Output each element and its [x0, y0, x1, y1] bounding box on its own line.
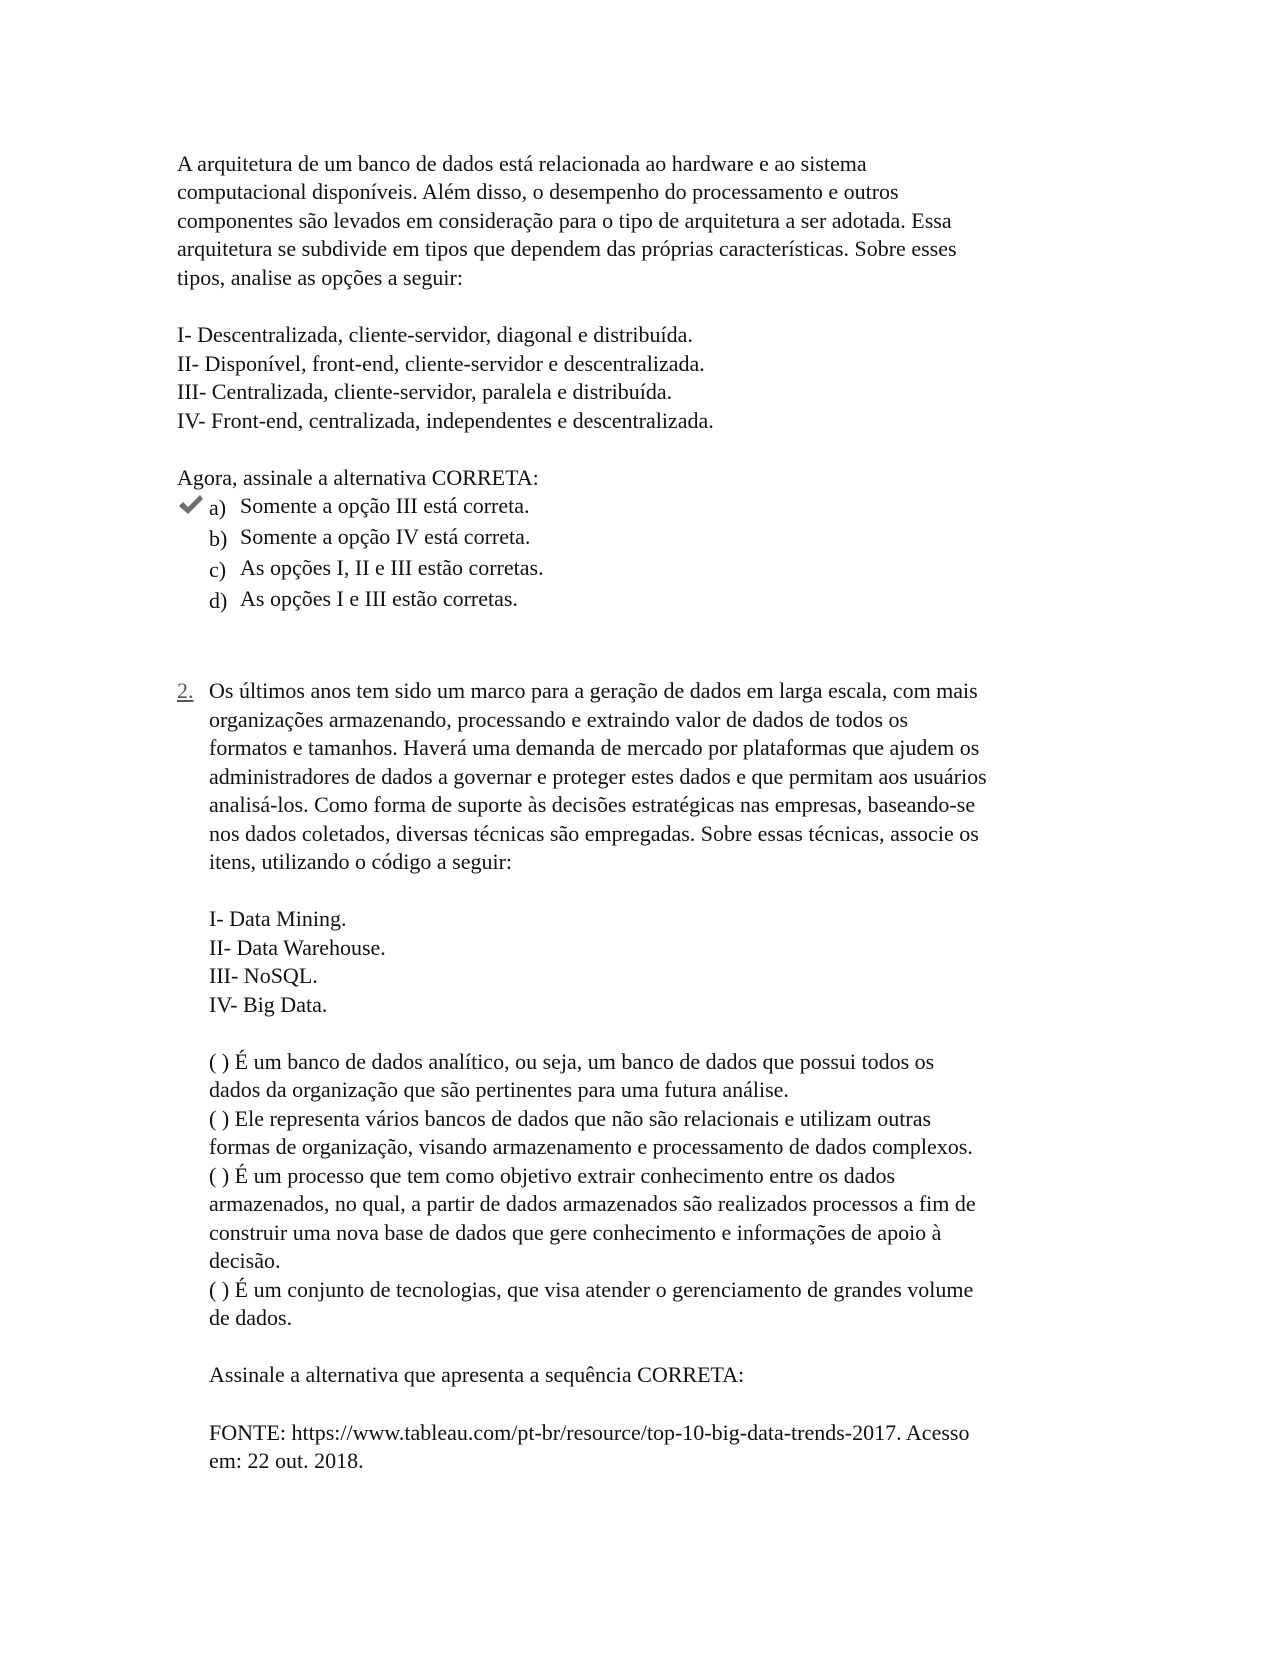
q2-statement-line: nos dados coletados, diversas técnicas são empregadas. Sobre essas técnicas, associe os	[209, 821, 979, 846]
q2-association-line: ( ) É um conjunto de tecnologias, que visa atender o gerenciamento de grandes volume	[209, 1277, 974, 1302]
q2-association-line: armazenados, no qual, a partir de dados armazenados são realizados processos a fim de	[209, 1191, 976, 1216]
q1-item: III- Centralizada, cliente-servidor, paralela e distribuída.	[177, 379, 673, 404]
q1-statement-line: computacional disponíveis. Além disso, o desempenho do processamento e outros	[177, 179, 899, 204]
option-letter: c)	[209, 557, 227, 582]
q2-association-line: ( ) Ele representa vários bancos de dados que não são relacionais e utilizam outras	[209, 1106, 932, 1131]
q2-association-line: de dados.	[209, 1305, 293, 1330]
q2-prompt: Assinale a alternativa que apresenta a sequência CORRETA:	[209, 1362, 745, 1387]
q2-association-line: decisão.	[209, 1248, 281, 1273]
q1-statement-line: A arquitetura de um banco de dados está relacionada ao hardware e ao sistema	[177, 151, 867, 176]
checkmark-icon	[178, 494, 204, 516]
q2-number[interactable]: 2.	[177, 678, 194, 703]
q2-association-line: construir uma nova base de dados que gere conhecimento e informações de apoio à	[209, 1220, 942, 1245]
q2-statement-line: itens, utilizando o código a seguir:	[209, 849, 513, 874]
q1-statement-line: componentes são levados em consideração para o tipo de arquitetura a ser adotada. Essa	[177, 208, 952, 233]
option-text: Somente a opção III está correta.	[240, 493, 530, 518]
q2-item: I- Data Mining.	[209, 906, 347, 931]
q2-association-line: ( ) É um banco de dados analítico, ou seja, um banco de dados que possui todos os	[209, 1049, 935, 1074]
q2-source-line: FONTE: https://www.tableau.com/pt-br/resource/top-10-big-data-trends-2017. Acesso	[209, 1420, 970, 1445]
option-text: As opções I e III estão corretas.	[240, 586, 518, 611]
option-text: Somente a opção IV está correta.	[240, 524, 531, 549]
option-text: As opções I, II e III estão corretas.	[240, 555, 544, 580]
q2-statement-line: administradores de dados a governar e proteger estes dados e que permitam aos usuários	[209, 764, 987, 789]
q2-source-line: em: 22 out. 2018.	[209, 1448, 364, 1473]
q2-association-line: dados da organização que são pertinentes para uma futura análise.	[209, 1077, 789, 1102]
q2-item: IV- Big Data.	[209, 992, 328, 1017]
q2-statement-line: formatos e tamanhos. Haverá uma demanda de mercado por plataformas que ajudem os	[209, 735, 980, 760]
q1-item: IV- Front-end, centralizada, independentes e descentralizada.	[177, 408, 714, 433]
q2-statement-line: Os últimos anos tem sido um marco para a geração de dados em larga escala, com mais	[209, 678, 978, 703]
q2-statement-line: analisá-los. Como forma de suporte às decisões estratégicas nas empresas, baseando-se	[209, 792, 976, 817]
option-letter: a)	[209, 495, 227, 520]
q1-item: II- Disponível, front-end, cliente-servidor e descentralizada.	[177, 351, 705, 376]
q2-association-line: ( ) É um processo que tem como objetivo extrair conhecimento entre os dados	[209, 1163, 896, 1188]
q1-statement-line: tipos, analise as opções a seguir:	[177, 265, 463, 290]
option-letter: b)	[209, 526, 228, 551]
q2-item: II- Data Warehouse.	[209, 935, 386, 960]
q1-prompt: Agora, assinale a alternativa CORRETA:	[177, 465, 539, 490]
q2-association-line: formas de organização, visando armazenamento e processamento de dados complexos.	[209, 1134, 973, 1159]
q1-statement-line: arquitetura se subdivide em tipos que dependem das próprias características. Sobre esses	[177, 236, 957, 261]
q2-statement-line: organizações armazenando, processando e extraindo valor de dados de todos os	[209, 707, 909, 732]
option-letter: d)	[209, 588, 228, 613]
q1-item: I- Descentralizada, cliente-servidor, diagonal e distribuída.	[177, 322, 693, 347]
q2-item: III- NoSQL.	[209, 963, 318, 988]
